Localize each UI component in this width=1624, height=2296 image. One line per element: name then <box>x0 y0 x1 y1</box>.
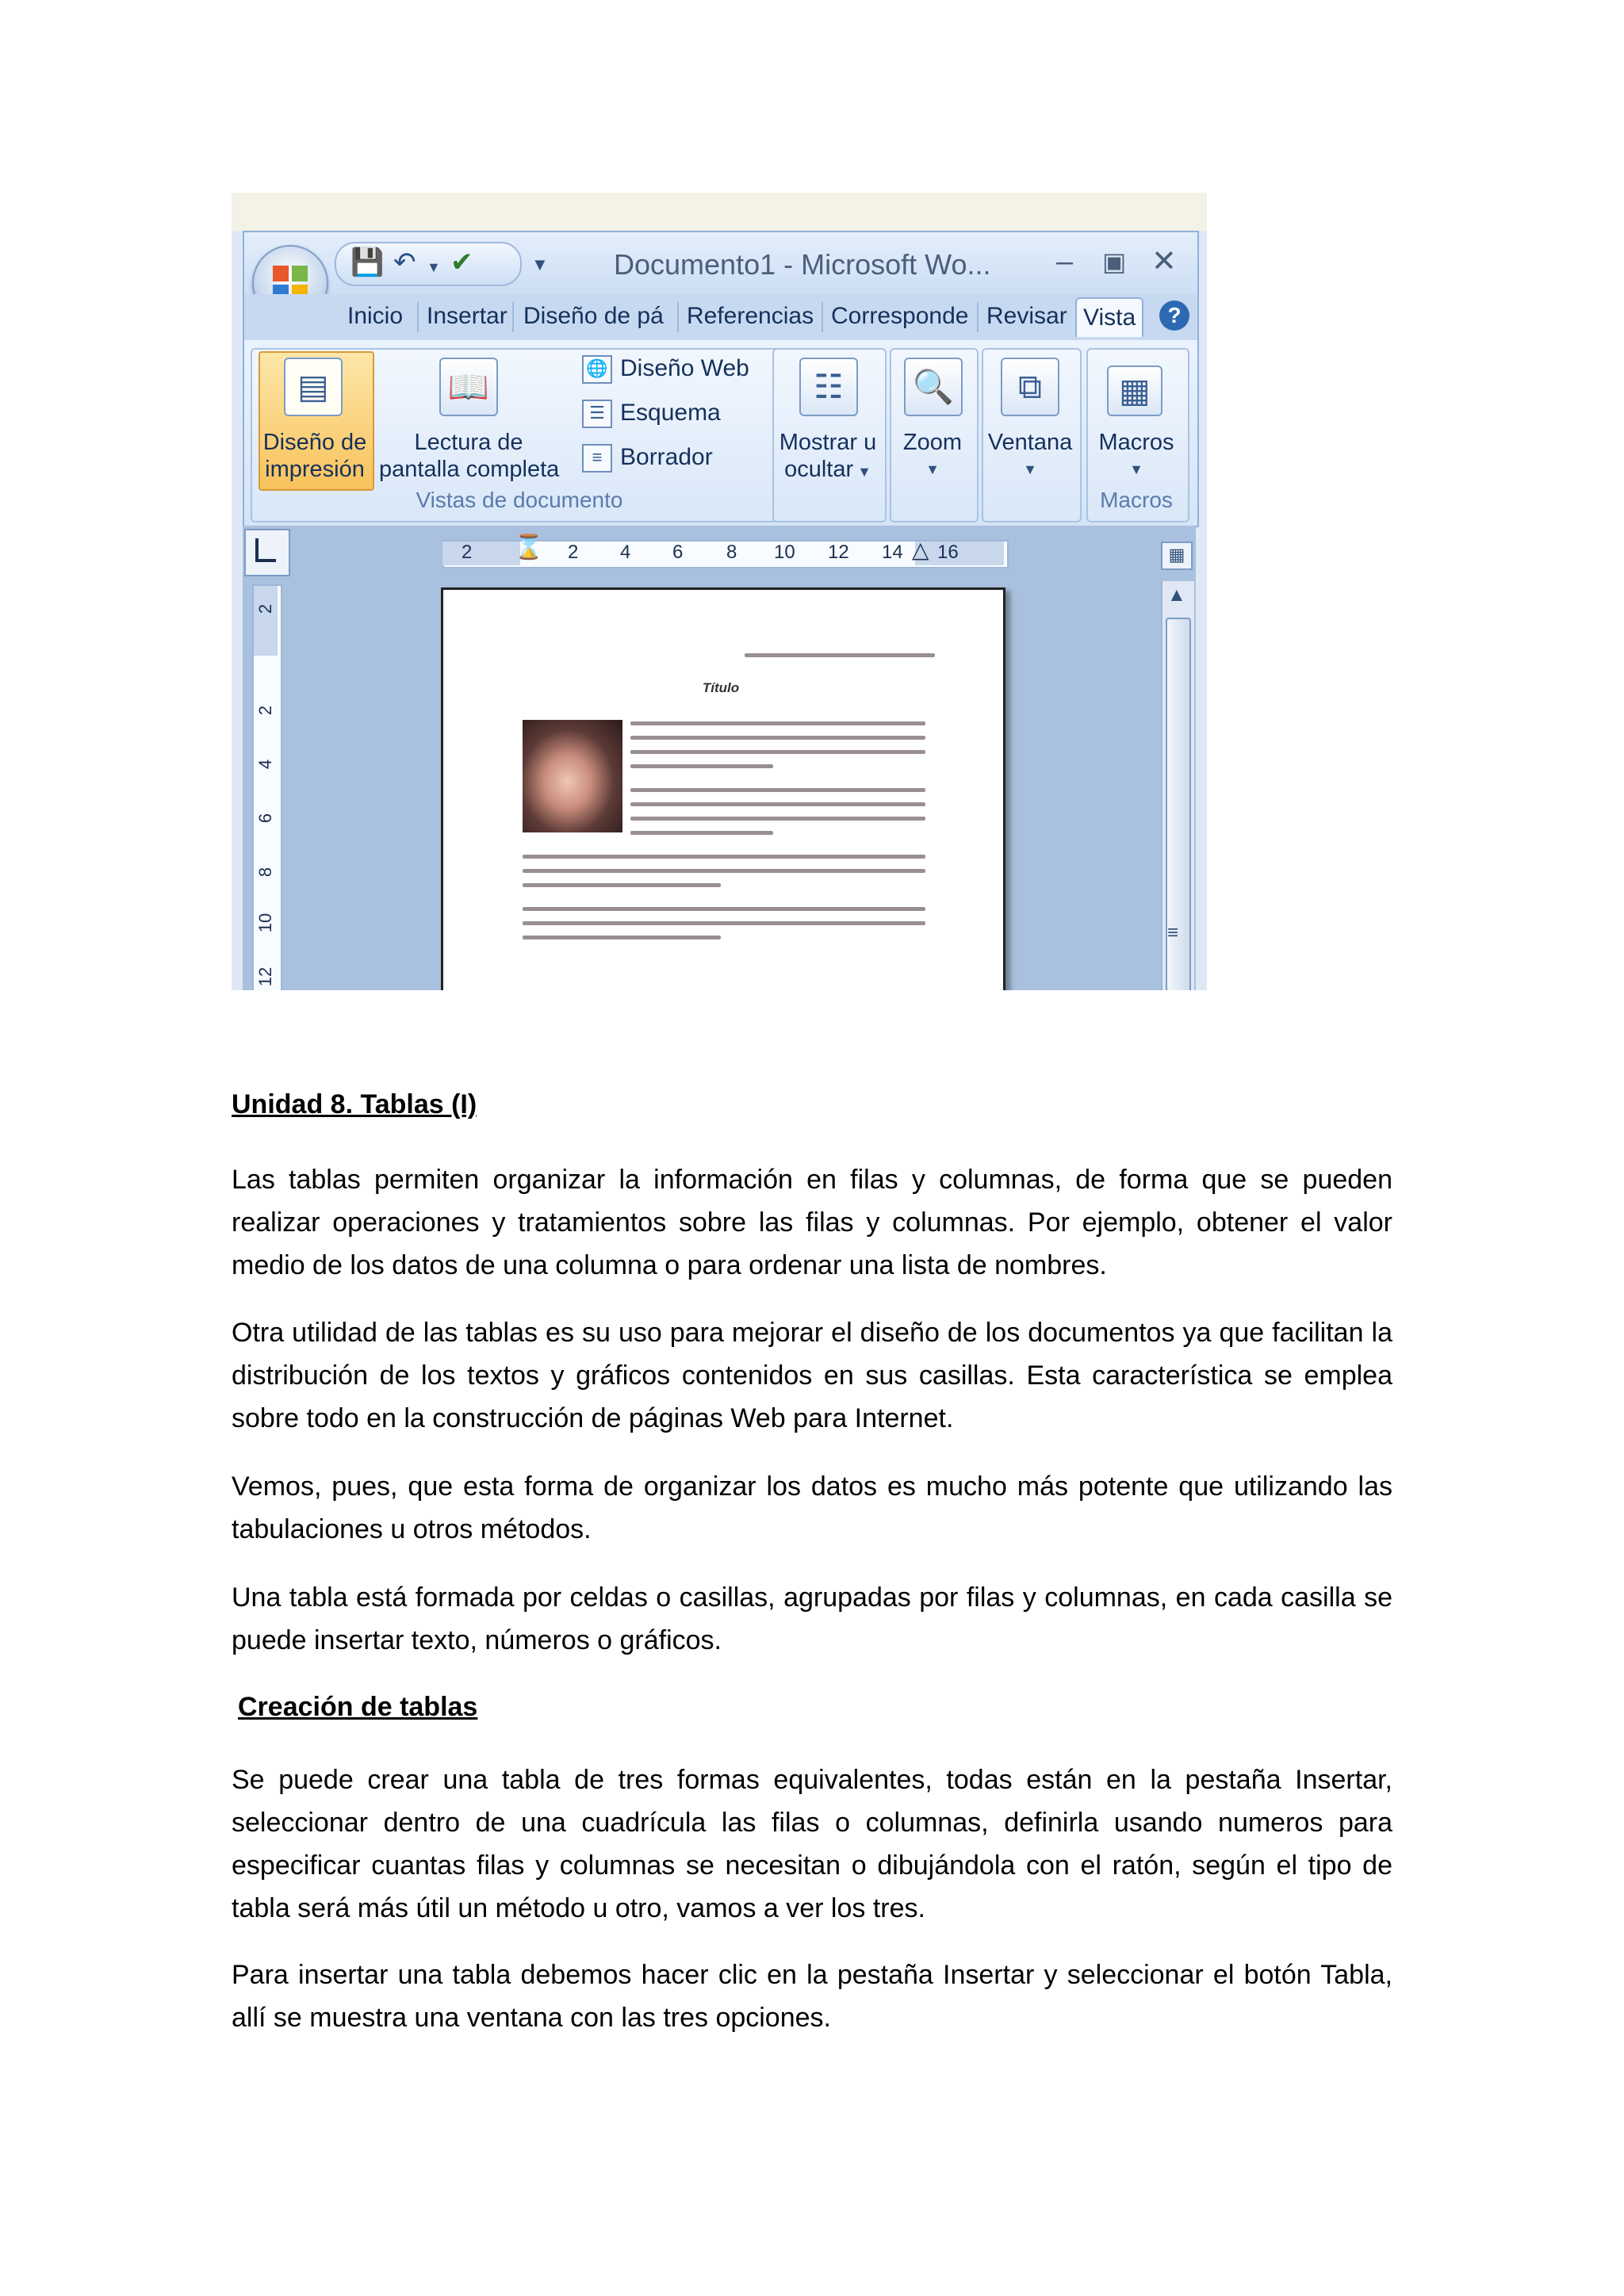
ruler-number: 2 <box>462 541 473 563</box>
dropdown-arrow-icon: ▼ <box>925 461 940 477</box>
heading-unidad-8: Unidad 8. Tablas (I) <box>232 1089 477 1119</box>
outline-icon: ☰ <box>582 400 612 428</box>
zoom-icon: 🔍 <box>904 358 963 416</box>
dropdown-arrow-icon: ▼ <box>853 464 871 480</box>
screenshot-top-strip <box>232 193 1207 231</box>
help-icon[interactable]: ? <box>1159 300 1189 331</box>
page-date-line <box>745 653 935 657</box>
page-text-line <box>630 831 773 835</box>
page-text-line <box>630 736 925 740</box>
paragraph-3: Vemos, pues, que esta forma de organizar los datos es mucho más potente que utilizando las tabulaciones u otros métodos. <box>232 1471 1392 1544</box>
ruler-number: 6 <box>672 541 684 563</box>
show-hide-button[interactable]: Mostrar u ocultar ▼ <box>779 430 877 482</box>
paragraph-1: Las tablas permiten organizar la información en filas y columnas, de forma que se pueden realizar operaciones y tratamientos sobre las filas y columnas. Por ejemplo, obtener el valor medio de los datos de una columna o para ordenar una lista de nombres. <box>232 1165 1392 1280</box>
page-text-line <box>523 855 925 859</box>
heading-creacion-tablas: Creación de tablas <box>238 1692 478 1722</box>
page-text-line <box>523 883 721 887</box>
save-icon[interactable]: 💾 <box>350 247 385 277</box>
tab-inicio[interactable]: Inicio <box>347 303 404 329</box>
dropdown-arrow-icon: ▼ <box>1129 461 1143 477</box>
spelling-check-icon[interactable]: ✔ <box>450 247 473 277</box>
ruler-number: 2 <box>255 705 275 716</box>
ruler-margin-left <box>442 541 520 565</box>
right-indent-icon[interactable]: △ <box>912 538 929 562</box>
page-photo <box>523 720 622 832</box>
full-screen-reading-icon: 📖 <box>439 358 498 416</box>
ruler-number: 14 <box>882 541 903 563</box>
word-screenshot <box>232 193 1207 990</box>
page-text-line <box>523 936 721 939</box>
paragraph-4: Una tabla está formada por celdas o casillas, agrupadas por filas y columnas, en cada casilla se puede insertar texto, números o gráficos. <box>232 1582 1392 1655</box>
window-title: Documento1 - Microsoft Wo... <box>614 248 991 281</box>
page-text-line <box>523 907 925 911</box>
tab-separator <box>417 302 419 332</box>
maximize-icon[interactable]: ▣ <box>1102 247 1127 276</box>
scroll-up-icon[interactable]: ▲ <box>1167 584 1186 606</box>
ruler-number: 10 <box>774 541 795 563</box>
undo-icon[interactable]: ↶ <box>393 247 416 277</box>
paragraph-2: Otra utilidad de las tablas es su uso para mejorar el diseño de los documentos ya que facilitan la distribución de los textos y gráficos contenidos en sus casillas. Esta característica se emplea sobre todo en la construcción de páginas Web para Internet. <box>232 1318 1392 1433</box>
web-layout-button[interactable]: 🌐 Diseño Web <box>582 353 749 385</box>
macros-button[interactable]: Macros ▼ <box>1086 429 1186 483</box>
dropdown-arrow-icon: ▼ <box>1023 461 1037 477</box>
outline-button[interactable]: ☰ Esquema <box>582 397 721 429</box>
page-title: Título <box>702 680 740 695</box>
ruler-number: 4 <box>255 759 275 770</box>
paragraph-6: Para insertar una tabla debemos hacer clic en la pestaña Insertar y seleccionar el botón Tabla, allí se muestra una ventana con las tres opciones. <box>232 1960 1392 2033</box>
page-text-line <box>630 802 925 806</box>
group-label-macros: Macros <box>1100 488 1173 512</box>
ruler-number: 12 <box>828 541 849 563</box>
page-text-line <box>630 788 925 792</box>
ruler-number: 6 <box>255 813 275 824</box>
scroll-grip-icon: ≡ <box>1167 922 1179 943</box>
ruler-number: 16 <box>937 541 959 563</box>
tab-diseno-pagina[interactable]: Diseño de pá <box>523 303 664 329</box>
tab-insertar[interactable]: Insertar <box>427 303 508 329</box>
ruler-number: 10 <box>255 913 275 933</box>
tab-referencias[interactable]: Referencias <box>687 303 814 329</box>
ruler-number: 2 <box>568 541 579 563</box>
page-text-line <box>523 869 925 873</box>
tab-revisar[interactable]: Revisar <box>986 303 1067 329</box>
document-page <box>441 587 1005 990</box>
close-icon[interactable]: ✕ <box>1151 245 1177 278</box>
zoom-button[interactable]: Zoom ▼ <box>890 429 975 483</box>
ruler-number: 12 <box>255 966 275 987</box>
ruler-number: 8 <box>255 867 275 878</box>
tab-separator <box>677 302 679 332</box>
page-text-line <box>630 764 773 768</box>
ruler-number: 2 <box>255 603 275 614</box>
print-layout-icon: ▤ <box>284 358 343 416</box>
undo-dropdown-icon[interactable]: ▼ <box>427 259 441 275</box>
customize-toolbar-icon[interactable]: ▼ <box>531 254 549 274</box>
page-text-line <box>523 921 925 925</box>
draft-button[interactable]: ≡ Borrador <box>582 442 713 473</box>
group-label-vistas: Vistas de documento <box>416 488 623 512</box>
tab-vista[interactable]: Vista <box>1075 297 1143 337</box>
page-text-line <box>630 721 925 725</box>
page-text-line <box>630 817 925 821</box>
full-screen-reading-button[interactable]: Lectura de pantalla completa <box>379 430 560 482</box>
tab-selector[interactable] <box>244 529 290 576</box>
view-ruler-icon[interactable]: ▦ <box>1161 541 1193 570</box>
paragraph-5: Se puede crear una tabla de tres formas equivalentes, todas están en la pestaña Insertar, seleccionar dentro de una cuadrícula las filas o columnas, definirla usando numeros para especificar cuantas filas y columnas se necesitan o dibujándola con el ratón, según el tipo de tabla será más útil un método u otro, vamos a ver los tres. <box>232 1765 1392 1923</box>
window-button[interactable]: Ventana ▼ <box>982 429 1078 483</box>
page-text-line <box>630 750 925 754</box>
ruler-number: 8 <box>726 541 737 563</box>
tab-separator <box>512 302 514 332</box>
web-layout-icon: 🌐 <box>582 355 612 384</box>
tab-separator <box>822 302 823 332</box>
ruler-number: 4 <box>620 541 631 563</box>
print-layout-label: Diseño de impresión <box>262 430 367 482</box>
macros-icon: ▦ <box>1107 365 1162 416</box>
tab-separator <box>977 302 979 332</box>
window-icon: ⧉ <box>1001 358 1059 416</box>
show-hide-icon: ☷ <box>799 358 858 416</box>
minimize-icon[interactable]: – <box>1056 245 1074 278</box>
tab-stop-icon <box>255 538 276 562</box>
tab-correspondencia[interactable]: Corresponde <box>831 303 969 329</box>
draft-icon: ≡ <box>582 444 612 473</box>
indent-marker-icon[interactable]: ⌛ <box>514 534 544 561</box>
